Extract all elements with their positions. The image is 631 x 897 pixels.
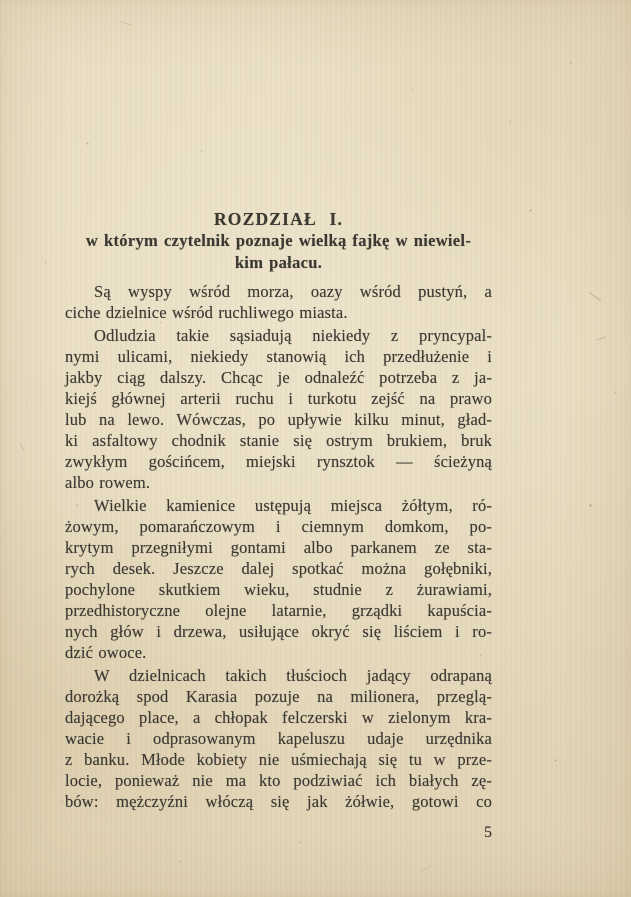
text-line: albo rowem.: [65, 473, 151, 492]
text-line: jakby ciąg dalszy. Chcąc je odnaleźć potrzeba z ja-: [65, 368, 492, 387]
paper-fiber: [596, 336, 606, 341]
text-line: ki asfaltowy chodnik stanie się ostrym brukiem, bruk: [65, 431, 492, 450]
text-line: Są wyspy wśród morza, oazy wśród pustyń, a: [94, 282, 492, 301]
text-line: dającego place, a chłopak felczerski w zielonym kra-: [65, 708, 492, 727]
paragraph: [65, 281, 492, 323]
text-line: nych głów i drzewa, usiłujące okryć się liściem i ro-: [65, 622, 492, 641]
text-line: lub na lewo. Wówczas, po upływie kilku minut, gład-: [65, 410, 492, 429]
chapter-subtitle-line: w którym czytelnik poznaje wielką fajkę w niewiel-: [85, 231, 472, 250]
text-line: Wielkie kamienice ustępują miejsca żółtym, ró-: [94, 496, 492, 515]
paragraph: [65, 495, 492, 663]
text-line: krytym przegniłymi gontami albo parkanem ze sta-: [65, 538, 492, 557]
text-line: kiejś głównej arterii ruchu i turkotu zejść na prawo: [65, 389, 492, 408]
text-line: ciche dzielnice wśród ruchliwego miasta.: [65, 303, 348, 322]
text-line: bów: mężczyźni włóczą się jak żółwie, gotowi co: [65, 792, 492, 811]
text-line: żowym, pomarańczowym i ciemnym domkom, po-: [65, 517, 492, 536]
text-line: dzić owoce.: [65, 643, 147, 662]
text-line: W dzielnicach takich tłuścioch jadący odrapaną: [94, 666, 492, 685]
paragraph: [65, 665, 492, 812]
page-body-text: [65, 281, 492, 812]
text-line: wacie i odprasowanym kapeluszu udaje urzędnika: [65, 729, 492, 748]
page-number: 5: [484, 824, 492, 841]
text-line: przedhistoryczne olejne latarnie, grządki kapuścia-: [65, 601, 492, 620]
text-line: locie, ponieważ nie ma kto podziwiać ich białych zę-: [65, 771, 492, 790]
text-line: Odludzia takie sąsiadują niekiedy z pryncypal-: [94, 326, 492, 345]
text-line: zwykłym gościńcem, miejski rynsztok — ścieżyną: [65, 452, 492, 471]
paper-fiber: [20, 443, 25, 451]
text-line: pochylone skutkiem wieku, studnie z żurawiami,: [65, 580, 492, 599]
paper-fiber: [120, 22, 132, 26]
chapter-title: ROZDZIAŁ I.: [213, 209, 344, 229]
paragraph: [65, 325, 492, 493]
text-line: nymi ulicami, niekiedy stanowią ich przedłużenie i: [65, 347, 492, 366]
paper-fiber: [421, 865, 432, 872]
text-line: dorożką spod Karasia pozuje na milionera, przeglą-: [65, 687, 492, 706]
paper-speckles: [0, 0, 1, 1]
text-line: rych desek. Jeszcze dalej spotkać można gołębniki,: [65, 559, 492, 578]
paper-fiber: [589, 292, 601, 301]
text-line: z banku. Młode kobiety nie uśmiechają się tu w prze-: [65, 750, 492, 769]
chapter-header: [65, 208, 492, 273]
chapter-subtitle: [65, 230, 492, 273]
chapter-subtitle-line: kim pałacu.: [234, 252, 323, 272]
